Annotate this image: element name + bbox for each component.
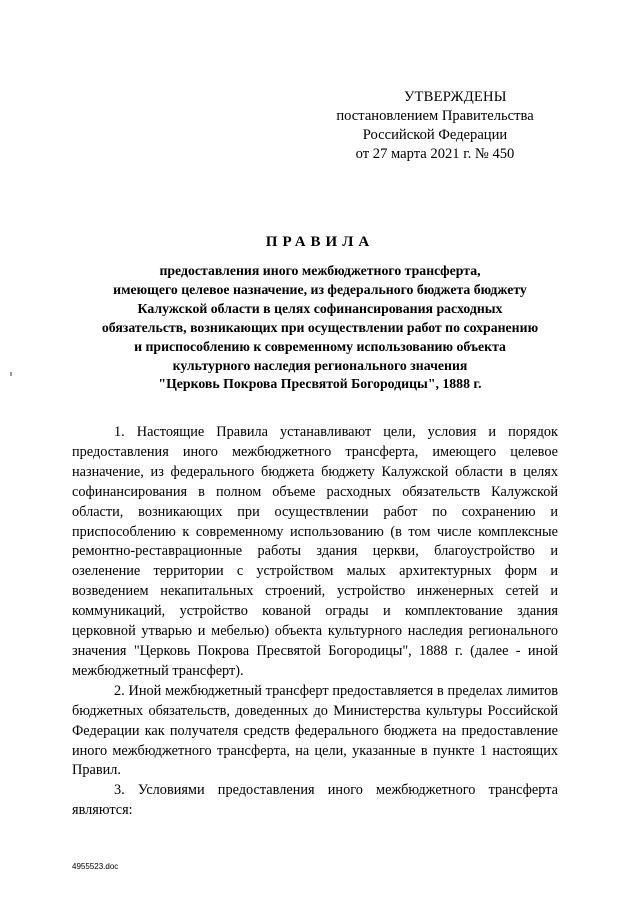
margin-mark [10, 372, 12, 376]
approval-line-1: постановлением Правительства [336, 108, 534, 124]
subtitle-line: Калужской области в целях софинансирования расходных [137, 300, 503, 316]
subtitle-line: культурного наследия регионального значения [172, 357, 468, 373]
approval-line-2: Российской Федерации [362, 127, 508, 143]
file-name-footer: 4955523.doc [72, 862, 119, 871]
approval-block [330, 88, 540, 164]
paragraph-3: 3. Условиями предоставления иного межбюджетного трансферта являются: [72, 782, 558, 819]
paragraph-2: 2. Иной межбюджетный трансферт предоставляется в пределах лимитов бюджетных обязательств, доведенных до Министерства культуры Российской Федерации как получателя средств федерального бюджета на предоставление иного межбюджетного трансферта, на цели, указанные в пункте 1 настоящих Правил. [72, 682, 558, 779]
subtitle-line: предоставления иного межбюджетного трансферта, [159, 263, 481, 278]
subtitle-line: имеющего целевое назначение, из федерального бюджета бюджету [113, 281, 527, 297]
document-body [72, 423, 558, 821]
paragraph-1: 1. Настоящие Правила устанавливают цели, условия и порядок предоставления иного межбюджетного трансферта, имеющего целевое назначение, из федерального бюджета бюджету Калужской области в целях софинансирования в полном объеме расходных обязательств Калужской области, возникающих при осуществлении работ по сохранению и приспособлению к современному использованию (в том числе комплексные ремонтно-реставрационные работы здания церкви, благоустройство и озеленение территории с устройством малых архитектурных форм и возведением некапитальных строений, устройство инженерных сетей и коммуникаций, устройство кованой ограды и комплектование здания церковной утварью и мебелью) объекта культурного наследия регионального значения "Церковь Покрова Пресвятой Богородицы", 1888 г. (далее - иной межбюджетный трансферт). [72, 424, 558, 679]
document-subtitle [70, 262, 570, 394]
subtitle-line: и приспособлению к современному использованию объекта [134, 338, 506, 354]
document-title: ПРАВИЛА [265, 234, 375, 250]
approval-heading: УТВЕРЖДЕНЫ [404, 89, 507, 105]
subtitle-line: "Церковь Покрова Пресвятой Богородицы", 1888 г. [158, 376, 482, 392]
subtitle-line: обязательств, возникающих при осуществлении работ по сохранению [101, 319, 539, 335]
approval-date-number: от 27 марта 2021 г. № 450 [355, 146, 515, 162]
